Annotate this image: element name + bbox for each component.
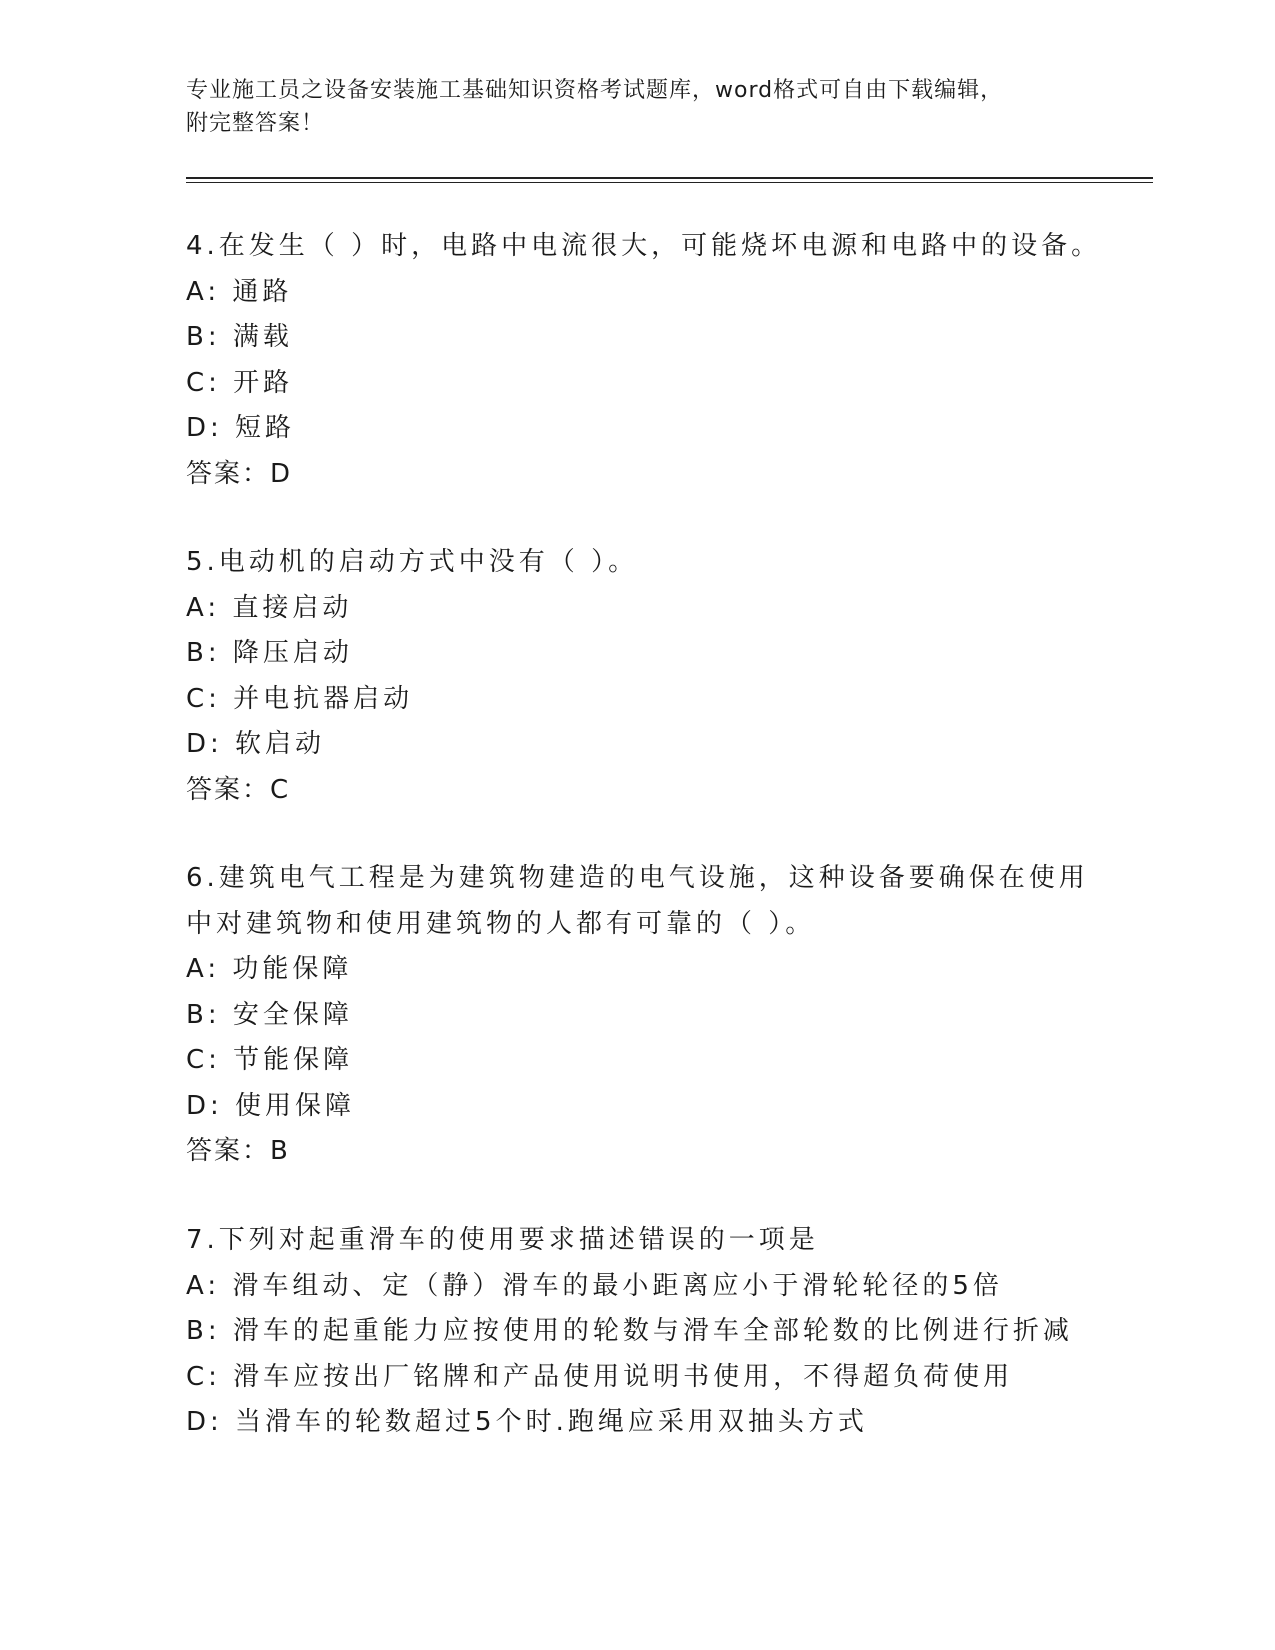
question-stem: 5.电动机的启动方式中没有（ ）。: [186, 547, 639, 577]
option-c: C: 并电抗器启动: [186, 683, 414, 714]
option-d: D: 使用保障: [186, 1090, 356, 1121]
option-c: C: 开路: [186, 367, 294, 398]
option-b: B: 滑车的起重能力应按使用的轮数与滑车全部轮数的比例进行折减: [186, 1316, 1073, 1346]
option-b: B: 安全保障: [186, 999, 353, 1030]
question-6: [186, 856, 1089, 1175]
option-b: B: 降压启动: [186, 638, 353, 668]
question-stem: 7.下列对起重滑车的使用要求描述错误的一项是: [186, 1225, 819, 1255]
question-stem: 6.建筑电气工程是为建筑物建造的电气设施，这种设备要确保在使用: [186, 863, 1089, 893]
header-divider-bottom: [186, 182, 1153, 183]
question-7: [186, 1218, 1086, 1446]
option-b: B: 满载: [186, 322, 293, 352]
question-4: [186, 224, 1102, 497]
answer: 答案：C: [186, 774, 291, 805]
option-a: A: 功能保障: [186, 954, 353, 984]
option-a: A: 直接启动: [186, 592, 353, 623]
header-line-2: 附完整答案！: [186, 111, 325, 136]
header-line-1: 专业施工员之设备安装施工基础知识资格考试题库，word格式可自由下载编辑，: [186, 78, 1004, 103]
question-stem: 4.在发生（ ）时，电路中电流很大，可能烧坏电源和电路中的设备。: [186, 231, 1102, 261]
option-d: D: 短路: [186, 413, 296, 443]
option-c: C: 滑车应按出厂铭牌和产品使用说明书使用，不得超负荷使用: [186, 1361, 1014, 1392]
question-5: [186, 540, 1086, 813]
option-a: A: 滑车组动、定（静）滑车的最小距离应小于滑轮轮径的5倍: [186, 1270, 1003, 1301]
option-c: C: 节能保障: [186, 1045, 354, 1075]
document-header: [186, 74, 1066, 140]
option-d: D: 软启动: [186, 729, 326, 759]
header-divider-top: [186, 177, 1153, 179]
answer: 答案：D: [186, 458, 293, 489]
option-a: A: 通路: [186, 276, 293, 307]
question-stem-cont: 中对建筑物和使用建筑物的人都有可靠的（ ）。: [186, 908, 816, 939]
option-d: D: 当滑车的轮数超过5个时.跑绳应采用双抽头方式: [186, 1407, 868, 1437]
answer: 答案：B: [186, 1136, 290, 1166]
